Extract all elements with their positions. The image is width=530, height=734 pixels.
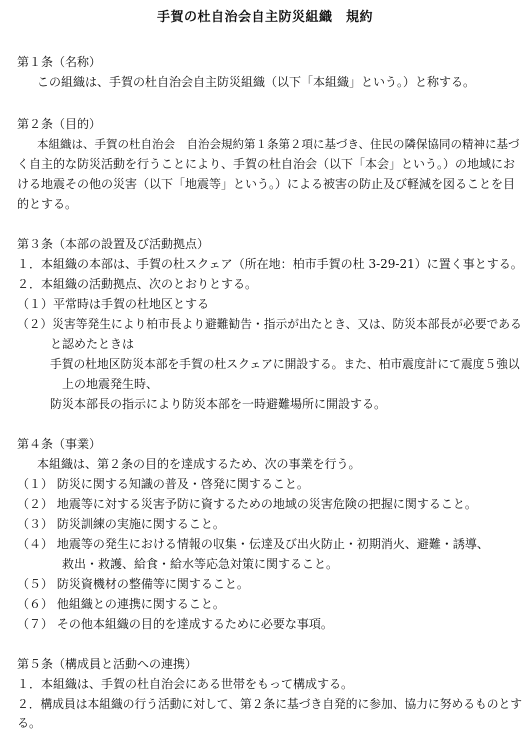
article-3-item: （１）平常時は手賀の杜地区とする [17, 297, 210, 311]
article-2-line: く自主的な防災活動を行うことにより、手賀の杜自治会（以下「本会」という。）の地域にお [17, 157, 516, 171]
article-3-line: １．本組織の本部は、手賀の杜スクェア（所在地：柏市手賀の杜 3-29-21）に置く事とする。 [17, 257, 523, 271]
article-4-item: （１） 防災に関する知識の普及・啓発に関すること。 [17, 477, 309, 491]
article-3-heading: 第３条（本部の設置及び活動拠点） [17, 237, 210, 251]
article-3-line: ２．本組織の活動拠点、次のとおりとする。 [17, 277, 258, 291]
article-5-line: １．本組織は、手賀の杜自治会にある世帯をもって構成する。 [17, 677, 354, 691]
article-3-item-cont: 手賀の杜地区防災本部を手賀の杜スクェアに開設する。また、柏市震度計にて震度５強以 [50, 357, 520, 371]
article-4-item-cont: 救出・救護、給食・給水等応急対策に関すること。 [62, 557, 339, 571]
article-4-item: （４） 地震等の発生における情報の収集・伝達及び出火防止・初期消火、避難・誘導、 [17, 537, 489, 551]
article-1-heading: 第１条（名称） [17, 55, 102, 69]
article-4-heading: 第４条（事業） [17, 437, 102, 451]
article-4-item: （７） その他本組織の目的を達成するために必要な事項。 [17, 617, 333, 631]
document-title: 手賀の杜自治会自主防災組織 規約 [156, 10, 373, 25]
article-5-heading: 第５条（構成員と活動への連携） [17, 657, 198, 671]
article-3-item-cont: と認めたときは [50, 337, 135, 351]
article-2-heading: 第２条（目的） [17, 117, 102, 131]
article-5-line: ２．構成員は本組織の行う活動に対して、第２条に基づき自発的に参加、協力に努めるものとす [17, 697, 523, 711]
article-3-item: （２）災害等発生により柏市長より避難勧告・指示が出たとき、又は、防災本部長が必要である [17, 317, 522, 331]
article-4-intro: 本組織は、第２条の目的を達成するため、次の事業を行う。 [37, 457, 361, 471]
article-3-item-cont: 防災本部長の指示により防災本部を一時避難場所に開設する。 [50, 397, 387, 411]
article-4-item: （２） 地震等に対する災害予防に資するための地域の災害危険の把握に関すること。 [17, 497, 477, 511]
article-1-text: この組織は、手賀の杜自治会自主防災組織（以下「本組織」という。）と称する。 [37, 75, 476, 89]
article-2-line: 本組織は、手賀の杜自治会 自治会規約第１条第２項に基づき、住民の隣保協同の精神に基づ [37, 137, 520, 151]
article-4-item: （６） 他組織との連携に関すること。 [17, 597, 225, 611]
article-4-item: （３） 防災訓練の実施に関すること。 [17, 517, 225, 531]
article-3-item-cont: 上の地震発生時、 [62, 377, 159, 391]
article-4-item: （５） 防災資機材の整備等に関すること。 [17, 577, 249, 591]
article-2-line: ける地震その他の災害（以下「地震等」という。）による被害の防止及び軽減を図ることを目 [17, 177, 516, 191]
article-5-line: る。 [17, 716, 42, 730]
article-2-line: 的とする。 [17, 197, 78, 211]
